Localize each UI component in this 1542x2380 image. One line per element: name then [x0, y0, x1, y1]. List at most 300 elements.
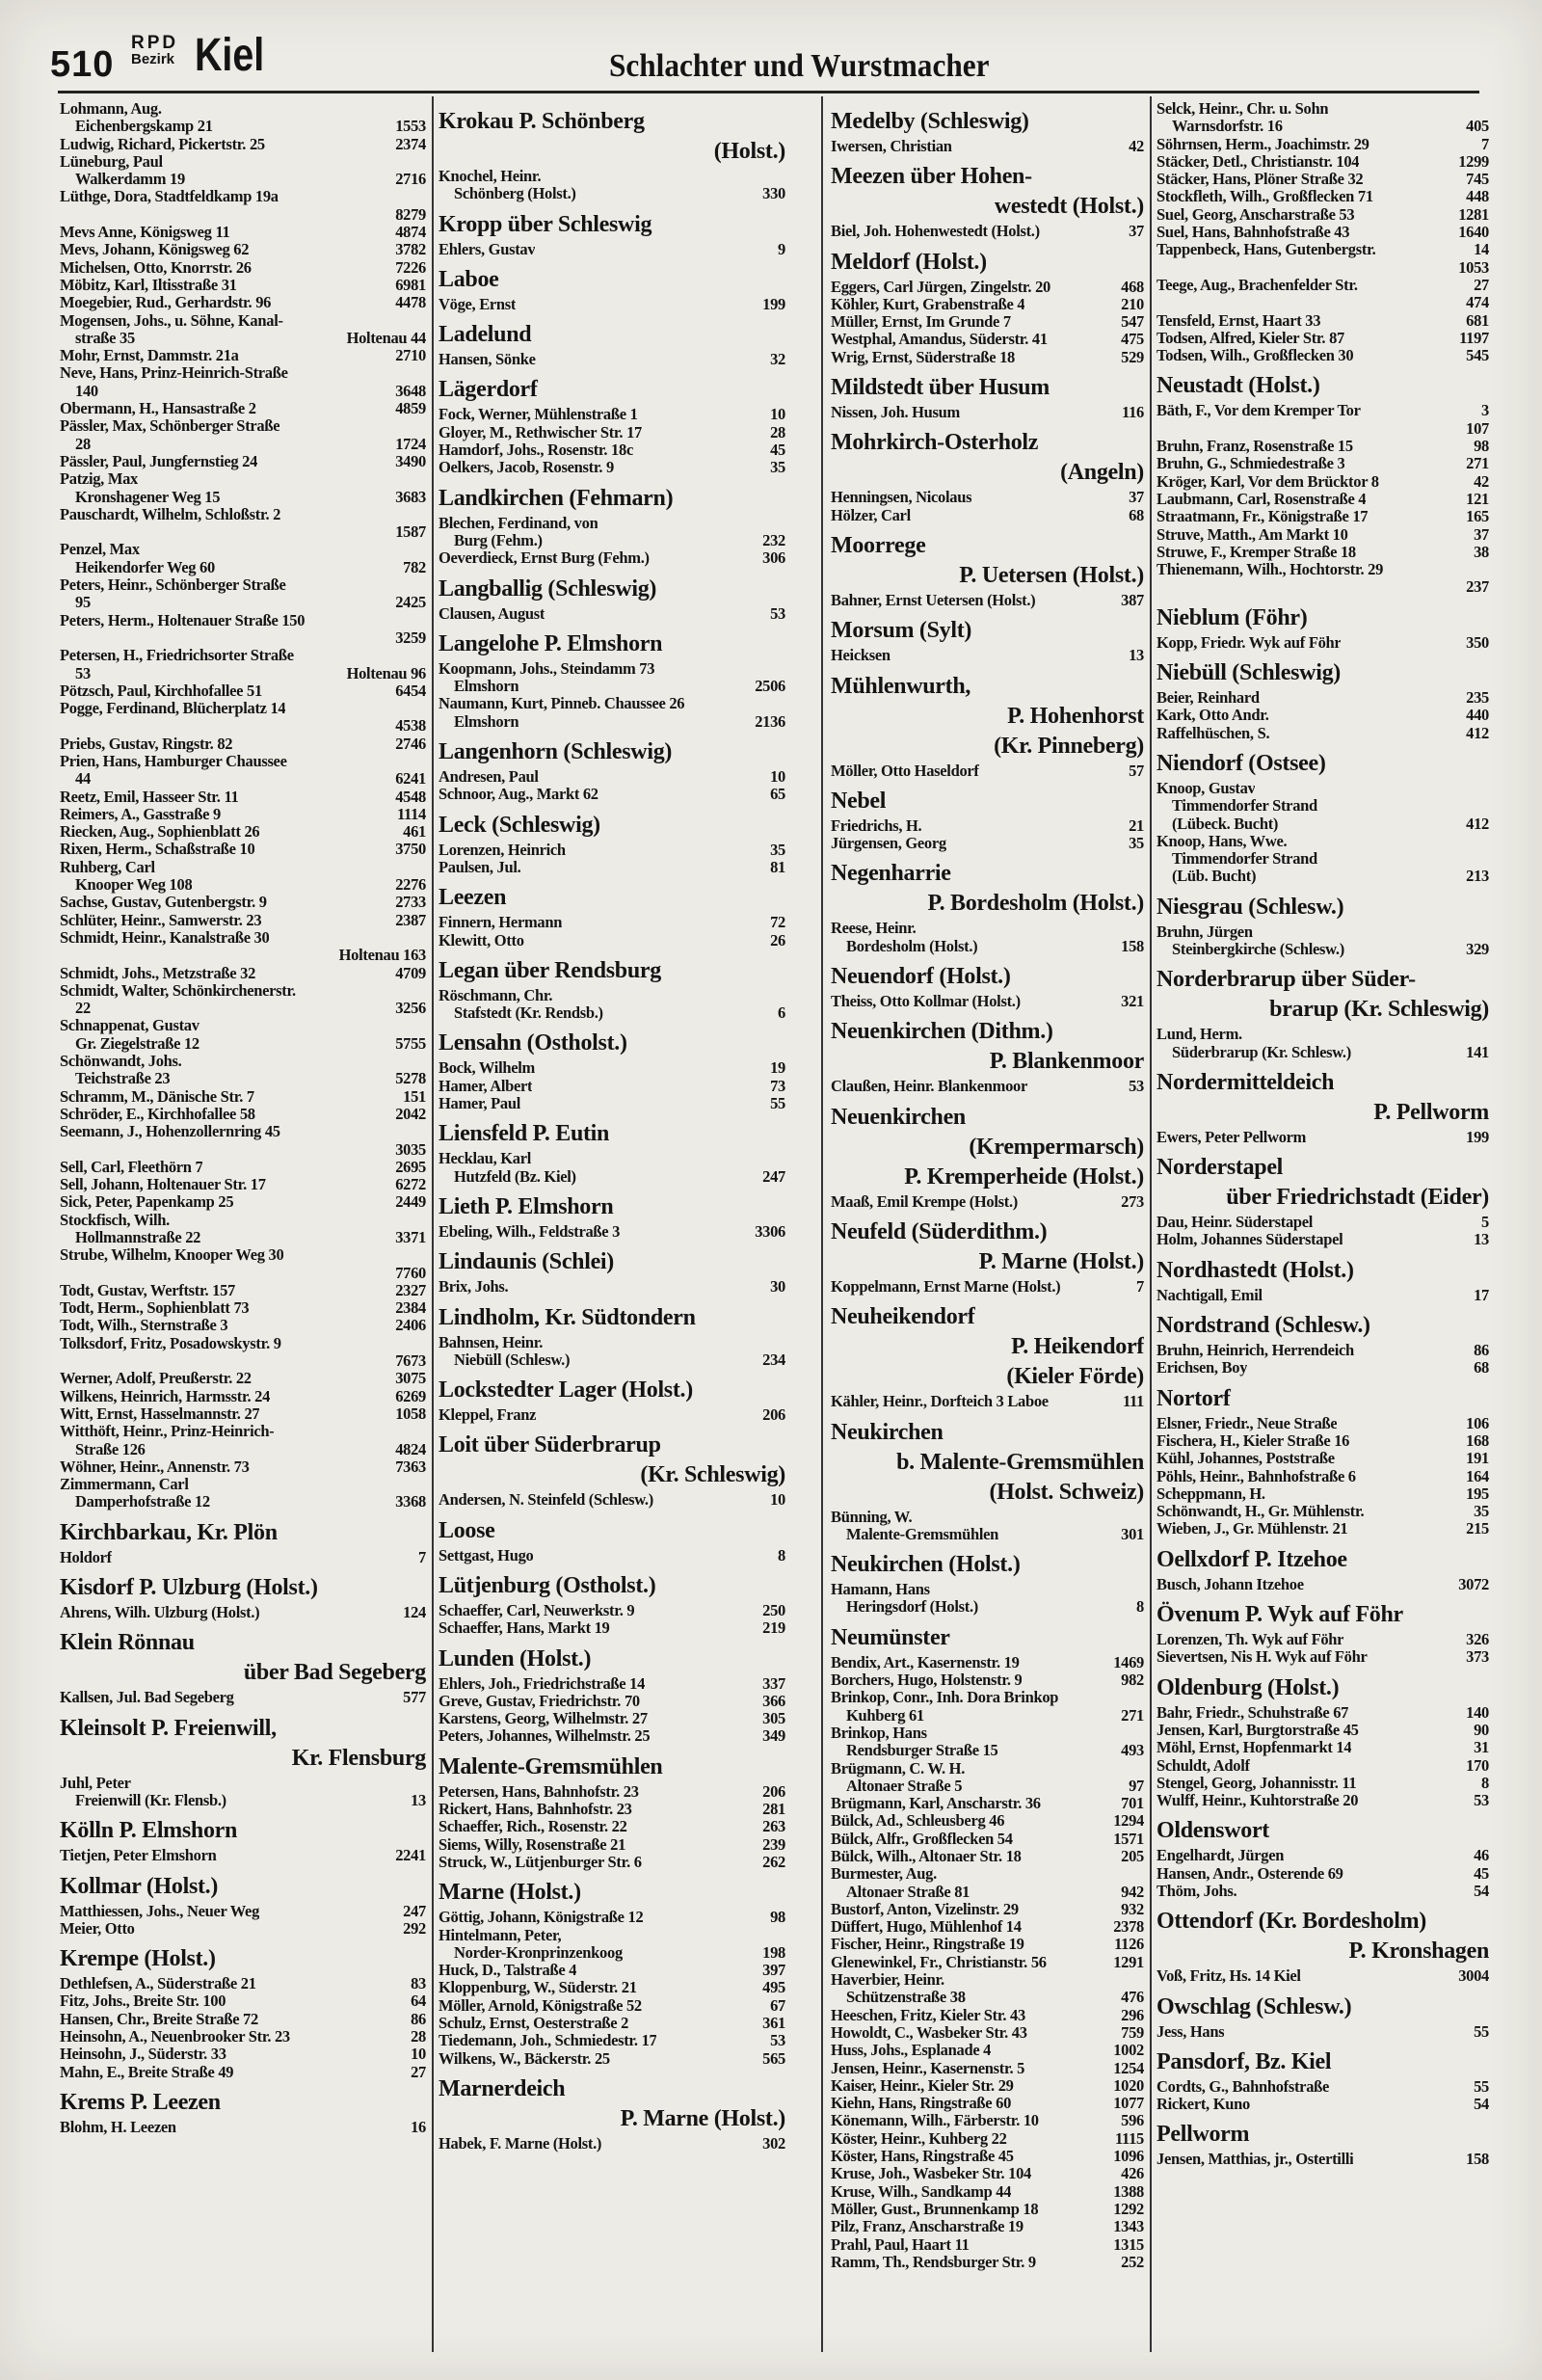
entry-number: 3072	[1458, 1574, 1489, 1593]
locality-heading: Klein Rönnau	[60, 1630, 195, 1656]
entry-text: Habek, F. Marne (Holst.)	[439, 2134, 602, 2153]
directory-entry	[1156, 1503, 1489, 1520]
entry-text: Haverbier, Heinr.	[831, 1971, 944, 1990]
locality-heading: Neuendorf (Holst.)	[831, 964, 1011, 990]
directory-entry	[439, 1223, 785, 1241]
locality-heading: Kleinsolt P. Freienwill,	[60, 1715, 277, 1741]
header-rule	[58, 91, 1479, 94]
entry-number: 8	[1481, 1773, 1489, 1792]
directory-entry	[831, 1078, 1144, 1095]
entry-number: 306	[762, 548, 785, 568]
entry-text: Bünning, W.	[831, 1508, 913, 1526]
directory-column-1	[60, 100, 426, 2136]
directory-entry	[1156, 1520, 1489, 1538]
directory-entry	[60, 1335, 426, 1352]
locality-heading: Neumünster	[831, 1624, 950, 1650]
directory-entry	[60, 1106, 426, 1123]
directory-entry	[1156, 833, 1489, 850]
directory-entry	[439, 1727, 785, 1745]
locality-heading: Meldorf (Holst.)	[831, 249, 987, 275]
entry-text: Finnern, Hermann	[439, 914, 563, 932]
locality-heading: Oldenswort	[1156, 1818, 1270, 1844]
directory-entry	[439, 1602, 785, 1619]
directory-entry	[831, 1901, 1144, 1918]
locality-heading: Niendorf (Ostsee)	[1156, 750, 1326, 776]
entry-text: 53	[75, 664, 91, 682]
entry-text: Juhl, Peter	[60, 1774, 131, 1792]
directory-entry	[60, 1604, 426, 1621]
directory-entry	[439, 1351, 785, 1369]
entry-text: Knochel, Heinr.	[439, 168, 542, 185]
entry-number: 3256	[395, 999, 426, 1018]
locality-heading: westedt (Holst.)	[994, 194, 1144, 220]
entry-number: 2387	[395, 910, 426, 929]
directory-entry	[60, 665, 426, 682]
entry-number: 1299	[1458, 151, 1489, 171]
directory-entry	[439, 515, 785, 532]
entry-text: Könemann, Wilh., Färberstr. 10	[831, 2112, 1039, 2130]
entry-number: 54	[1474, 2095, 1489, 2114]
entry-number: 4709	[395, 963, 426, 982]
directory-entry	[1156, 1432, 1489, 1450]
entry-number: 158	[1466, 2150, 1489, 2169]
directory-entry	[60, 929, 426, 947]
directory-entry	[831, 1725, 1144, 1742]
entry-text: Bruhn, G., Schmiedestraße 3	[1156, 455, 1345, 473]
directory-entry	[60, 436, 426, 453]
entry-text: Timmendorfer Strand	[1172, 797, 1317, 816]
entry-number: 3306	[755, 1221, 785, 1241]
entry-number: 7	[1136, 1276, 1144, 1296]
directory-entry	[831, 1509, 1144, 1526]
entry-text: Todsen, Alfred, Kieler Str. 87	[1156, 329, 1344, 347]
directory-entry	[831, 223, 1144, 240]
locality-heading: Mohrkirch-Osterholz	[831, 430, 1039, 456]
entry-number: 296	[1121, 2005, 1144, 2024]
entry-number: 107	[1466, 418, 1489, 438]
entry-number: 210	[1121, 294, 1144, 313]
entry-number: 37	[1129, 488, 1144, 507]
locality-heading: Nordermitteldeich	[1156, 1069, 1335, 1095]
entry-number: 68	[1129, 505, 1144, 524]
directory-entry	[60, 1476, 426, 1493]
entry-number: 493	[1121, 1741, 1144, 1760]
entry-text: Norder-Kronprinzenkoog	[454, 1943, 623, 1962]
series-label: RPD	[131, 33, 179, 53]
locality-heading: Neuheikendorf	[831, 1304, 975, 1330]
entry-number: 10	[770, 405, 785, 424]
entry-text: Henningsen, Nicolaus	[831, 489, 972, 507]
entry-number: 65	[770, 785, 785, 804]
directory-entry	[439, 605, 785, 623]
entry-number: 2378	[1113, 1917, 1144, 1937]
directory-entry	[831, 331, 1144, 348]
entry-text: Witt, Ernst, Hasselmannstr. 27	[60, 1404, 260, 1423]
directory-entry	[60, 171, 426, 188]
entry-text: Schönwandt, H., Gr. Mühlenstr.	[1156, 1503, 1365, 1521]
directory-entry	[1156, 1648, 1489, 1666]
entry-text: Hintelmann, Peter,	[439, 1926, 562, 1944]
entry-text: Röschmann, Chr.	[439, 986, 553, 1004]
directory-entry	[439, 1909, 785, 1926]
entry-text: Tolksdorf, Fritz, Posadowskystr. 9	[60, 1334, 281, 1352]
entry-text: Pauschardt, Wilhelm, Schloßstr. 2	[60, 505, 281, 523]
directory-entry	[1156, 1044, 1489, 1061]
directory-entry	[831, 404, 1144, 421]
entry-text: Erichsen, Boy	[1156, 1359, 1248, 1377]
entry-text: Möller, Arnold, Königstraße 52	[439, 1996, 642, 2015]
entry-number: 495	[762, 1978, 785, 1997]
entry-text: Bülck, Alfr., Großflecken 54	[831, 1830, 1013, 1848]
entry-number: 141	[1466, 1042, 1489, 1061]
directory-entry	[831, 507, 1144, 524]
directory-entry	[831, 1884, 1144, 1901]
directory-entry	[1156, 526, 1489, 544]
directory-entry	[60, 453, 426, 470]
directory-entry	[1156, 923, 1489, 941]
entry-number: 5278	[395, 1069, 426, 1088]
directory-entry	[831, 1742, 1144, 1759]
entry-text: Struck, W., Lütjenburger Str. 6	[439, 1853, 642, 1871]
directory-entry	[439, 549, 785, 567]
entry-number: 3259	[395, 628, 426, 647]
entry-text: Rendsburger Straße 15	[846, 1742, 998, 1760]
entry-number: 19	[770, 1058, 785, 1078]
entry-text: Andersen, N. Steinfeld (Schlesw.)	[439, 1491, 653, 1510]
directory-entry	[60, 1441, 426, 1458]
entry-text: Schützenstraße 38	[846, 1989, 966, 2007]
entry-text: Schröder, E., Kirchhofallee 58	[60, 1105, 255, 1123]
entry-text: Jensen, Heinr., Kasernenstr. 5	[831, 2059, 1025, 2077]
entry-text: Schaeffer, Carl, Neuwerkstr. 9	[439, 1601, 635, 1619]
entry-number: 35	[1129, 834, 1144, 853]
entry-text: Greve, Gustav, Friedrichstr. 70	[439, 1692, 640, 1710]
directory-entry	[60, 576, 426, 594]
directory-entry	[831, 2060, 1144, 2077]
entry-number: 10	[411, 2045, 426, 2064]
locality-heading: P. Uetersen (Holst.)	[959, 562, 1144, 588]
directory-entry	[439, 1801, 785, 1818]
entry-text: Burg (Fehm.)	[454, 531, 543, 549]
directory-entry	[60, 1176, 426, 1193]
locality-heading: P. Hohenhorst	[1007, 703, 1144, 729]
directory-entry	[831, 993, 1144, 1010]
directory-entry	[60, 347, 426, 364]
directory-entry	[1156, 294, 1489, 311]
directory-entry	[1156, 1631, 1489, 1648]
directory-entry	[831, 2112, 1144, 2129]
directory-entry	[439, 1693, 785, 1710]
page-header	[50, 27, 1491, 93]
entry-text: Schuldt, Adolf	[1156, 1756, 1250, 1775]
entry-number: 273	[1121, 1191, 1144, 1211]
entry-text: Ludwig, Richard, Pickertstr. 25	[60, 135, 265, 153]
directory-entry	[60, 1193, 426, 1211]
entry-number: 28	[411, 2027, 426, 2046]
entry-number: 759	[1121, 2022, 1144, 2042]
entry-number: 13	[1474, 1230, 1489, 1249]
entry-number: 468	[1121, 277, 1144, 296]
entry-text: Iwersen, Christian	[831, 138, 952, 155]
entry-text: Friedrichs, H.	[831, 816, 922, 835]
series-mark	[131, 35, 178, 67]
locality-heading: Lindholm, Kr. Südtondern	[439, 1304, 696, 1330]
locality-heading: Kr. Flensburg	[291, 1745, 426, 1771]
entry-number: 42	[1474, 471, 1489, 491]
directory-entry	[831, 1707, 1144, 1725]
entry-text: Rixen, Herm., Schaßstraße 10	[60, 841, 255, 859]
entry-number: 6	[778, 1003, 785, 1023]
locality-heading: P. Kremperheide (Holst.)	[904, 1163, 1144, 1190]
entry-number: 26	[770, 930, 785, 949]
locality-heading: Krempe (Holst.)	[60, 1946, 216, 1972]
directory-entry	[439, 1710, 785, 1727]
directory-entry	[60, 2064, 426, 2081]
entry-text: Elsner, Friedr., Neue Straße	[1156, 1414, 1338, 1432]
entry-text: Köster, Hans, Ringstraße 45	[831, 2148, 1014, 2166]
entry-number: 10	[770, 1490, 785, 1510]
entry-number: 577	[403, 1688, 426, 1707]
entry-text: Möbitz, Karl, Iltisstraße 31	[60, 276, 237, 294]
directory-entry	[1156, 2023, 1489, 2041]
directory-entry	[60, 1458, 426, 1476]
directory-entry	[831, 1989, 1144, 2006]
locality-heading: Ottendorf (Kr. Bordesholm)	[1156, 1909, 1426, 1935]
entry-number: Holtenau 96	[346, 663, 426, 682]
entry-text: Heicksen	[831, 647, 891, 665]
entry-text: Todt, Gustav, Werftstr. 157	[60, 1281, 235, 1299]
directory-entry	[439, 2015, 785, 2032]
directory-entry	[439, 1979, 785, 1996]
entry-number: 2136	[755, 711, 785, 731]
entry-number: 170	[1466, 1755, 1489, 1775]
directory-entry	[1156, 850, 1489, 868]
directory-entry	[60, 1352, 426, 1370]
entry-number: 237	[1466, 577, 1489, 597]
directory-entry	[60, 188, 426, 205]
entry-number: 1640	[1458, 223, 1489, 242]
entry-number: 2327	[395, 1280, 426, 1299]
locality-heading: P. Marne (Holst.)	[620, 2105, 785, 2131]
locality-heading: Malente-Gremsmühlen	[439, 1753, 663, 1779]
directory-entry	[60, 682, 426, 700]
entry-text: Maaß, Emil Krempe (Holst.)	[831, 1192, 1018, 1211]
entry-text: Burmester, Aug.	[831, 1865, 937, 1884]
directory-entry	[1156, 1214, 1489, 1231]
entry-text: Stäcker, Detl., Christianstr. 104	[1156, 152, 1360, 171]
entry-text: 44	[75, 770, 91, 789]
entry-number: 7363	[395, 1457, 426, 1476]
entry-text: Ahrens, Wilh. Ulzburg (Holst.)	[60, 1604, 260, 1622]
entry-text: Sell, Johann, Holtenauer Str. 17	[60, 1176, 266, 1194]
entry-number: 271	[1121, 1705, 1144, 1725]
directory-entry	[1156, 438, 1489, 455]
entry-text: Teichstraße 23	[75, 1070, 171, 1088]
entry-number: 1115	[1115, 2128, 1144, 2148]
entry-text: Cordts, G., Bahnhofstraße	[1156, 2077, 1330, 2096]
entry-number: 28	[770, 422, 785, 441]
entry-text: Rickert, Hans, Bahnhofstr. 23	[439, 1801, 632, 1819]
directory-entry	[439, 1406, 785, 1424]
entry-number: 6241	[395, 769, 426, 789]
entry-number: 32	[770, 350, 785, 369]
directory-entry	[60, 1088, 426, 1106]
directory-entry	[831, 2254, 1144, 2271]
directory-entry	[60, 876, 426, 894]
entry-text: Heeschen, Fritz, Kieler Str. 43	[831, 2006, 1025, 2024]
locality-heading: Medelby (Schleswig)	[831, 109, 1029, 134]
entry-text: Niebüll (Schlesw.)	[454, 1350, 571, 1369]
entry-text: Kuhberg 61	[846, 1706, 924, 1725]
locality-heading: Leezen	[439, 885, 507, 911]
directory-entry	[60, 894, 426, 911]
entry-number: 111	[1122, 1392, 1144, 1411]
entry-number: 7	[1481, 134, 1489, 153]
entry-number: 1096	[1113, 2147, 1144, 2166]
entry-number: 545	[1466, 346, 1489, 365]
entry-number: 247	[762, 1166, 785, 1186]
directory-entry	[831, 313, 1144, 331]
entry-text: Eichenbergskamp 21	[75, 118, 213, 136]
entry-text: Tiedemann, Joh., Schmiedestr. 17	[439, 2032, 657, 2050]
entry-text: Mevs Anne, Königsweg 11	[60, 224, 230, 242]
entry-number: 1294	[1113, 1811, 1144, 1831]
entry-number: 55	[1474, 2021, 1489, 2041]
entry-text: Stafstedt (Kr. Rendsb.)	[454, 1004, 603, 1023]
directory-entry	[1156, 241, 1489, 258]
entry-text: Andresen, Paul	[439, 768, 539, 787]
locality-heading: Pansdorf, Bz. Kiel	[1156, 2048, 1332, 2074]
directory-entry	[831, 1278, 1144, 1296]
entry-text: Gr. Ziegelstraße 12	[75, 1034, 199, 1053]
directory-entry	[439, 1997, 785, 2015]
entry-number: 206	[762, 1781, 785, 1801]
entry-number: 1077	[1113, 2094, 1144, 2113]
entry-number: 2276	[395, 875, 426, 895]
locality-heading: Neuenkirchen	[831, 1104, 966, 1130]
entry-number: 405	[1466, 117, 1489, 136]
entry-text: Jensen, Matthias, jr., Ostertilli	[1156, 2151, 1354, 2169]
entry-text: Kark, Otto Andr.	[1156, 707, 1269, 725]
directory-entry	[60, 1317, 426, 1334]
entry-text: Pöhls, Heinr., Bahnhofstraße 6	[1156, 1467, 1356, 1485]
entry-number: 474	[1466, 293, 1489, 312]
directory-entry	[60, 100, 426, 118]
locality-heading: Liensfeld P. Eutin	[439, 1121, 610, 1147]
entry-number: 205	[1121, 1846, 1144, 1865]
locality-heading: Neuenkirchen (Dithm.)	[831, 1019, 1053, 1045]
entry-number: 55	[770, 1094, 785, 1113]
entry-text: Meier, Otto	[60, 1919, 135, 1938]
locality-heading: Kropp über Schleswig	[439, 211, 652, 237]
directory-entry	[831, 1760, 1144, 1778]
locality-heading: (Angeln)	[1060, 460, 1144, 486]
entry-text: straße 35	[75, 329, 135, 347]
column-divider	[821, 96, 823, 2352]
entry-text: Riecken, Aug., Sophienblatt 26	[60, 823, 260, 842]
entry-number: 1388	[1113, 2181, 1144, 2201]
locality-heading: Oellxdorf P. Itzehoe	[1156, 1546, 1347, 1572]
locality-heading: Meezen über Hohen-	[831, 164, 1032, 190]
entry-number: 412	[1466, 723, 1489, 742]
entry-text: Borchers, Hugo, Holstenstr. 9	[831, 1671, 1023, 1690]
entry-number: Holtenau 44	[346, 328, 426, 347]
locality-heading: Mühlenwurth,	[831, 673, 971, 699]
entry-number: 2425	[395, 593, 426, 612]
entry-text: Hecklau, Karl	[439, 1150, 532, 1168]
entry-number: 1058	[395, 1404, 426, 1423]
entry-text: Pötzsch, Paul, Kirchhofallee 51	[60, 682, 262, 700]
entry-number: 3490	[395, 451, 426, 470]
entry-text: Brix, Johs.	[439, 1278, 509, 1297]
entry-number: 426	[1121, 2164, 1144, 2183]
directory-entry	[831, 647, 1144, 664]
running-title: Schlachter und Wurstmacher	[609, 48, 990, 84]
entry-text: Penzel, Max	[60, 541, 140, 559]
entry-text: Hamer, Albert	[439, 1077, 533, 1095]
directory-entry	[60, 1975, 426, 1992]
directory-entry	[60, 1035, 426, 1053]
directory-entry	[60, 206, 426, 224]
directory-entry	[439, 351, 785, 368]
entry-text: Bustorf, Anton, Vizelinstr. 29	[831, 1900, 1019, 1918]
directory-entry	[1156, 1026, 1489, 1043]
locality-heading: Landkirchen (Fehmarn)	[439, 485, 674, 511]
entry-text: Dau, Heinr. Süderstapel	[1156, 1214, 1314, 1232]
entry-number: 121	[1466, 489, 1489, 508]
directory-entry	[831, 1812, 1144, 1830]
directory-entry	[831, 1865, 1144, 1883]
locality-heading: (Kr. Pinneberg)	[994, 733, 1144, 759]
locality-heading: P. Pellworm	[1373, 1099, 1489, 1125]
entry-number: 1571	[1113, 1829, 1144, 1848]
entry-text: Steinbergkirche (Schlesw.)	[1172, 940, 1344, 958]
directory-entry	[60, 1493, 426, 1511]
entry-number: 206	[762, 1405, 785, 1425]
locality-heading: Morsum (Sylt)	[831, 618, 972, 644]
entry-number: 2449	[395, 1192, 426, 1212]
directory-entry	[831, 2165, 1144, 2182]
entry-text: Möhl, Ernst, Hopfenmarkt 14	[1156, 1739, 1352, 1757]
directory-entry	[439, 2032, 785, 2049]
directory-entry	[831, 1971, 1144, 1989]
entry-text: Müller, Ernst, Im Grunde 7	[831, 313, 1011, 332]
directory-entry	[831, 1193, 1144, 1211]
locality-heading: Kisdorf P. Ulzburg (Holst.)	[60, 1575, 318, 1601]
entry-text: Michelsen, Otto, Knorrstr. 26	[60, 258, 252, 277]
entry-number: 4478	[395, 293, 426, 312]
directory-entry	[439, 1818, 785, 1835]
entry-text: Hamann, Hans	[831, 1581, 930, 1599]
entry-number: 4824	[395, 1439, 426, 1458]
entry-number: 13	[411, 1790, 426, 1809]
directory-entry	[831, 938, 1144, 955]
directory-entry	[1156, 2096, 1489, 2113]
entry-text: Fock, Werner, Mühlenstraße 1	[439, 406, 638, 424]
directory-entry	[831, 279, 1144, 296]
entry-number: 90	[1474, 1720, 1489, 1739]
entry-text: Kähler, Heinr., Dorfteich 3 Laboe	[831, 1393, 1049, 1411]
directory-entry	[60, 859, 426, 876]
locality-heading: Krems P. Leezen	[60, 2089, 221, 2115]
directory-entry	[60, 118, 426, 135]
entry-number: Holtenau 163	[338, 946, 426, 965]
directory-entry	[60, 277, 426, 294]
entry-text: Klewitt, Otto	[439, 931, 524, 949]
directory-entry	[439, 296, 785, 313]
entry-number: 681	[1466, 310, 1489, 330]
directory-entry	[1156, 1287, 1489, 1304]
